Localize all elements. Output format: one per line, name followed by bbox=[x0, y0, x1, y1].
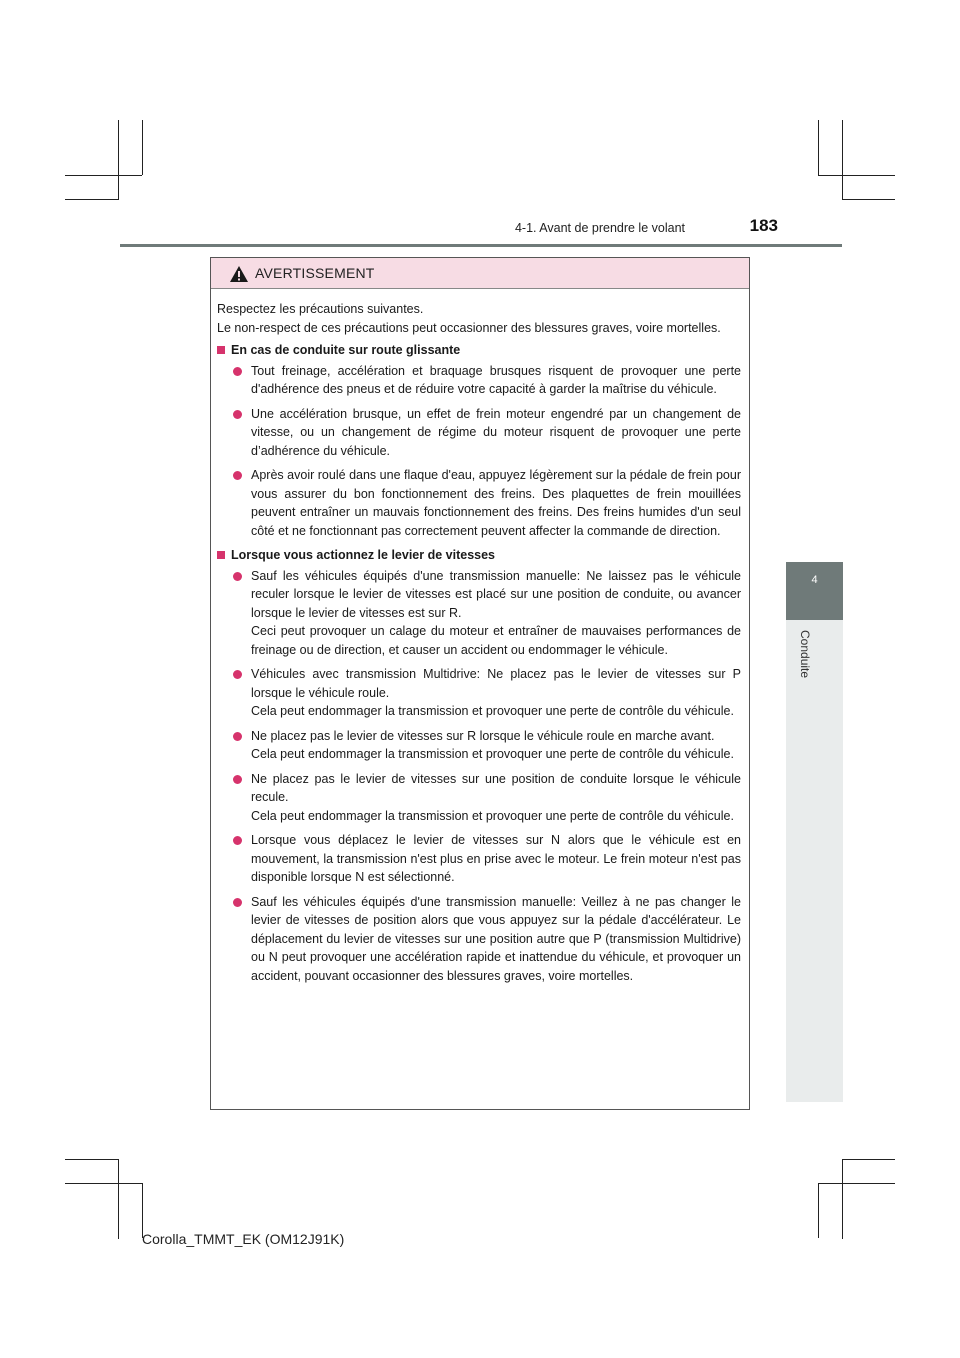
intro-line: Le non-respect de ces précautions peut occasionner des blessures graves, voire mortelles. bbox=[217, 320, 721, 335]
warning-title: AVERTISSEMENT bbox=[255, 265, 375, 281]
list-item-text: Ceci peut provoquer un calage du moteur et entraîner de mauvaises performances de freinage ou de direction, et causer un accident ou endommager le véhicule. bbox=[251, 624, 741, 657]
crop-mark bbox=[142, 1183, 143, 1238]
list-item bbox=[217, 727, 741, 764]
circle-bullet-icon bbox=[233, 367, 242, 376]
list-item-text: Sauf les véhicules équipés d'une transmission manuelle: Veillez à ne pas changer le levier de vitesses de position alors que vous appuyez sur la pédale d'accélérateur. Le déplacement du levier de vitesses sur une position autre que P (transmission Multidrive) ou N peut provoquer une accélération rapide et inattendue du véhicule, et provoquer un accident, pouvant occasionner des blessures graves, voire mortelles. bbox=[251, 894, 741, 983]
list-item-text: Ne placez pas le levier de vitesses sur une position de conduite lorsque le véhicule recule. bbox=[251, 771, 741, 804]
warning-header bbox=[211, 258, 749, 289]
list-item-text: Cela peut endommager la transmission et provoquer une perte de contrôle du véhicule. bbox=[251, 808, 734, 823]
warning-intro bbox=[217, 300, 741, 337]
circle-bullet-icon bbox=[233, 732, 242, 741]
warning-triangle-icon bbox=[229, 265, 249, 283]
list-item-text: Après avoir roulé dans une flaque d'eau, appuyez légèrement sur la pédale de frein pour vous assurer du bon fonctionnement des freins. Des plaquettes de frein mouillées peuvent entraîner un mauvais fonctionnement des freins. Des freins humides d'un seul côté et ne fonctionnant pas correctement peuvent affecter la commande de direction. bbox=[251, 468, 741, 538]
section-title: 4-1. Avant de prendre le volant bbox=[514, 221, 685, 235]
header-rule bbox=[120, 244, 842, 247]
crop-mark bbox=[842, 199, 895, 200]
circle-bullet-icon bbox=[233, 775, 242, 784]
crop-mark bbox=[842, 120, 843, 200]
crop-mark bbox=[818, 120, 819, 175]
crop-mark bbox=[65, 1183, 142, 1184]
chapter-number: 4 bbox=[811, 574, 818, 586]
list-item-text: Sauf les véhicules équipés d'une transmission manuelle: Ne laissez pas le véhicule reculer lorsque le levier de vitesses est placé sur une position de conduite, ou avancer lorsque le levier de vitesses est sur R. bbox=[251, 568, 741, 620]
square-bullet-icon bbox=[217, 551, 225, 559]
list-item bbox=[217, 893, 741, 986]
chapter-tab bbox=[786, 562, 843, 620]
page-number: 183 bbox=[749, 216, 778, 235]
section-heading-text: En cas de conduite sur route glissante bbox=[231, 343, 461, 357]
section-heading-text: Lorsque vous actionnez le levier de vitesses bbox=[231, 548, 495, 562]
list-item bbox=[217, 567, 741, 660]
crop-mark bbox=[818, 175, 895, 176]
crop-mark bbox=[118, 120, 119, 200]
square-bullet-icon bbox=[217, 346, 225, 354]
crop-mark bbox=[142, 120, 143, 175]
list-item-text: Lorsque vous déplacez le levier de vitesses sur N alors que le véhicule est en mouvement, la transmission n'est plus en prise avec le moteur. Le frein moteur n'est pas disponible lorsque N est sélectionné. bbox=[251, 833, 741, 884]
list-item bbox=[217, 362, 741, 399]
chapter-strip bbox=[786, 620, 843, 1102]
warning-body bbox=[211, 289, 749, 985]
list-item-text: Ne placez pas le levier de vitesses sur R lorsque le véhicule roule en marche avant. bbox=[251, 728, 715, 743]
crop-mark bbox=[818, 1183, 819, 1238]
section-heading bbox=[217, 546, 741, 565]
list-item bbox=[217, 466, 741, 540]
circle-bullet-icon bbox=[233, 471, 242, 480]
section-gear-lever bbox=[217, 546, 741, 985]
intro-line: Respectez les précautions suivantes. bbox=[217, 302, 424, 316]
list-item bbox=[217, 405, 741, 461]
chapter-label-wrap bbox=[794, 630, 834, 700]
circle-bullet-icon bbox=[233, 836, 242, 845]
crop-mark bbox=[65, 1159, 118, 1160]
crop-mark bbox=[818, 1183, 895, 1184]
crop-mark bbox=[842, 1159, 895, 1160]
crop-mark bbox=[842, 1159, 843, 1239]
circle-bullet-icon bbox=[233, 898, 242, 907]
footer-doc-id: Corolla_TMMT_EK (OM12J91K) bbox=[142, 1231, 345, 1247]
crop-mark bbox=[65, 175, 142, 176]
crop-mark bbox=[118, 1159, 119, 1239]
section-slippery-road bbox=[217, 341, 741, 540]
list-item-text: Cela peut endommager la transmission et provoquer une perte de contrôle du véhicule. bbox=[251, 704, 734, 718]
list-item-text: Véhicules avec transmission Multidrive: Ne placez pas le levier de vitesses sur P lorsque le véhicule roule. bbox=[251, 667, 741, 700]
crop-mark bbox=[65, 199, 118, 200]
chapter-label: Conduite bbox=[798, 630, 812, 679]
warning-box bbox=[210, 257, 750, 1110]
section-heading bbox=[217, 341, 741, 360]
circle-bullet-icon bbox=[233, 572, 242, 581]
circle-bullet-icon bbox=[233, 670, 242, 679]
list-item bbox=[217, 831, 741, 887]
list-item-text: Une accélération brusque, un effet de frein moteur engendré par un changement de vitesse, ou un changement de régime du moteur risquent de provoquer une perte d’adhérence du véhicule. bbox=[251, 406, 741, 458]
list-item bbox=[217, 770, 741, 826]
circle-bullet-icon bbox=[233, 410, 242, 419]
list-item-text: Tout freinage, accélération et braquage brusques risquent de provoquer une perte d'adhérence des pneus et de réduire votre capacité à garder la maîtrise du véhicule. bbox=[251, 363, 741, 396]
list-item bbox=[217, 665, 741, 721]
list-item-text: Cela peut endommager la transmission et provoquer une perte de contrôle du véhicule. bbox=[251, 747, 734, 761]
